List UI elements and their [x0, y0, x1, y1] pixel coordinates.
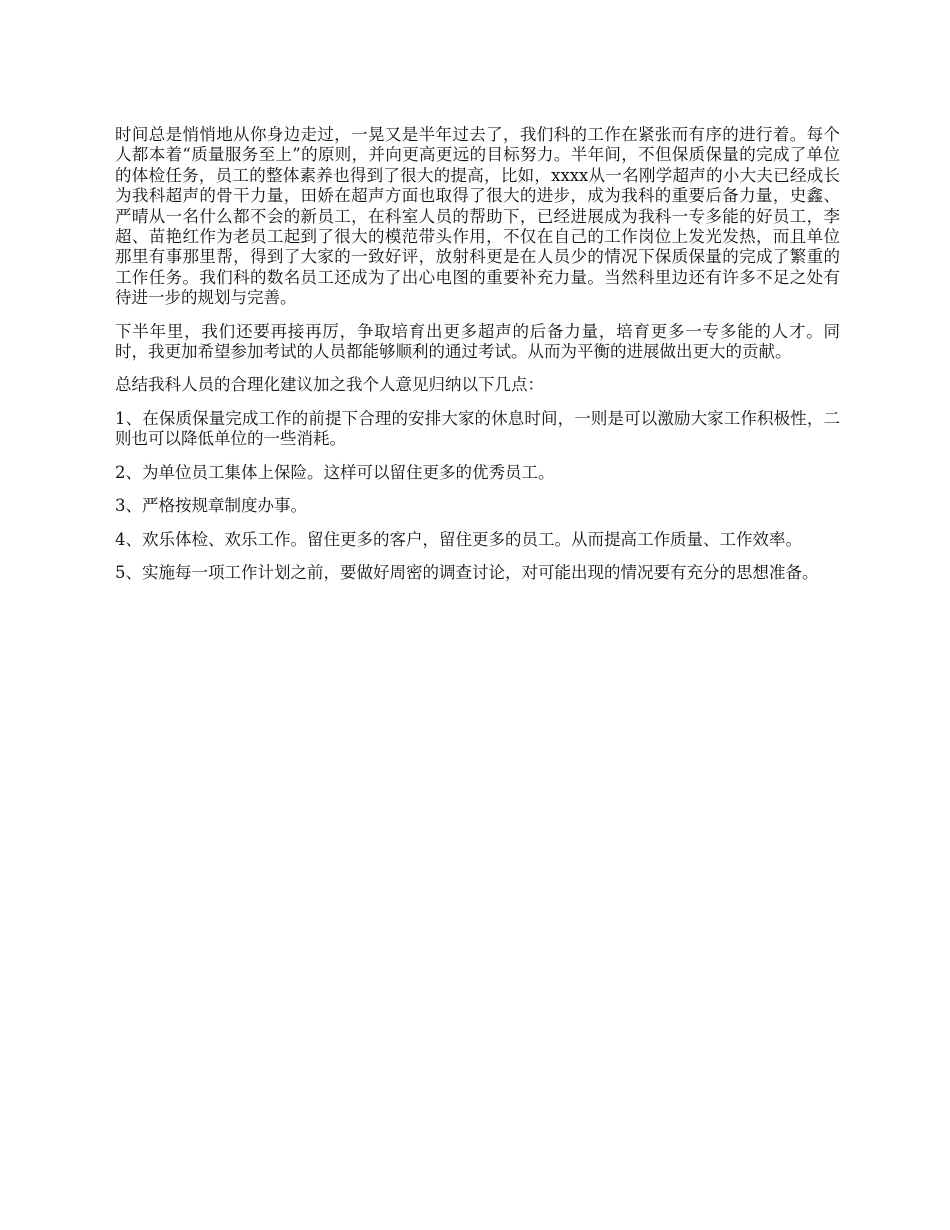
suggestion-item-3: 3、严格按规章制度办事。: [115, 496, 307, 516]
paragraph-summary: 时间总是悄悄地从你身边走过，一晃又是半年过去了，我们科的工作在紧张而有序的进行着。每个人都本着“质量服务至上”的原则，并向更高更远的目标努力。半年间，不但保质保量的完成了单位的体检任务，员工的整体素养也得到了很大的提高，比如，xxxx从一名刚学超声的小大夫已经成长为我科超声的骨干力量，田娇在超声方面也取得了很大的进步，成为我科的重要后备力量，史鑫、严晴从一名什么都不会的新员工，在科室人员的帮助下，已经进展成为我科一专多能的好员工，李超、苗艳红作为老员工起到了很大的模范带头作用，不仅在自己的工作岗位上发光发热，而且单位那里有事那里帮，得到了大家的一致好评，放射科更是在人员少的情况下保质保量的完成了繁重的工作任务。我们科的数名员工还成为了出心电图的重要补充力量。当然科里边还有许多不足之处有待进一步的规划与完善。: [115, 125, 840, 308]
paragraph-next-half-plan: 下半年里，我们还要再接再厉，争取培育出更多超声的后备力量，培育更多一专多能的人才。同时，我更加希望参加考试的人员都能够顺利的通过考试。从而为平衡的进展做出更大的贡献。: [115, 321, 840, 362]
suggestion-item-1: 1、在保质保量完成工作的前提下合理的安排大家的休息时间，一则是可以激励大家工作积极性，二则也可以降低单位的一些消耗。: [115, 408, 840, 449]
suggestion-item-2: 2、为单位员工集体上保险。这样可以留住更多的优秀员工。: [115, 462, 555, 482]
suggestion-item-4: 4、欢乐体检、欢乐工作。留住更多的客户，留住更多的员工。从而提高工作质量、工作效率。: [115, 529, 802, 549]
suggestion-item-5: 5、实施每一项工作计划之前，要做好周密的调查讨论，对可能出现的情况要有充分的思想准备。: [115, 562, 819, 582]
document-body: [115, 125, 840, 596]
paragraph-suggestions-intro: 总结我科人员的合理化建议加之我个人意见归纳以下几点：: [115, 375, 544, 395]
